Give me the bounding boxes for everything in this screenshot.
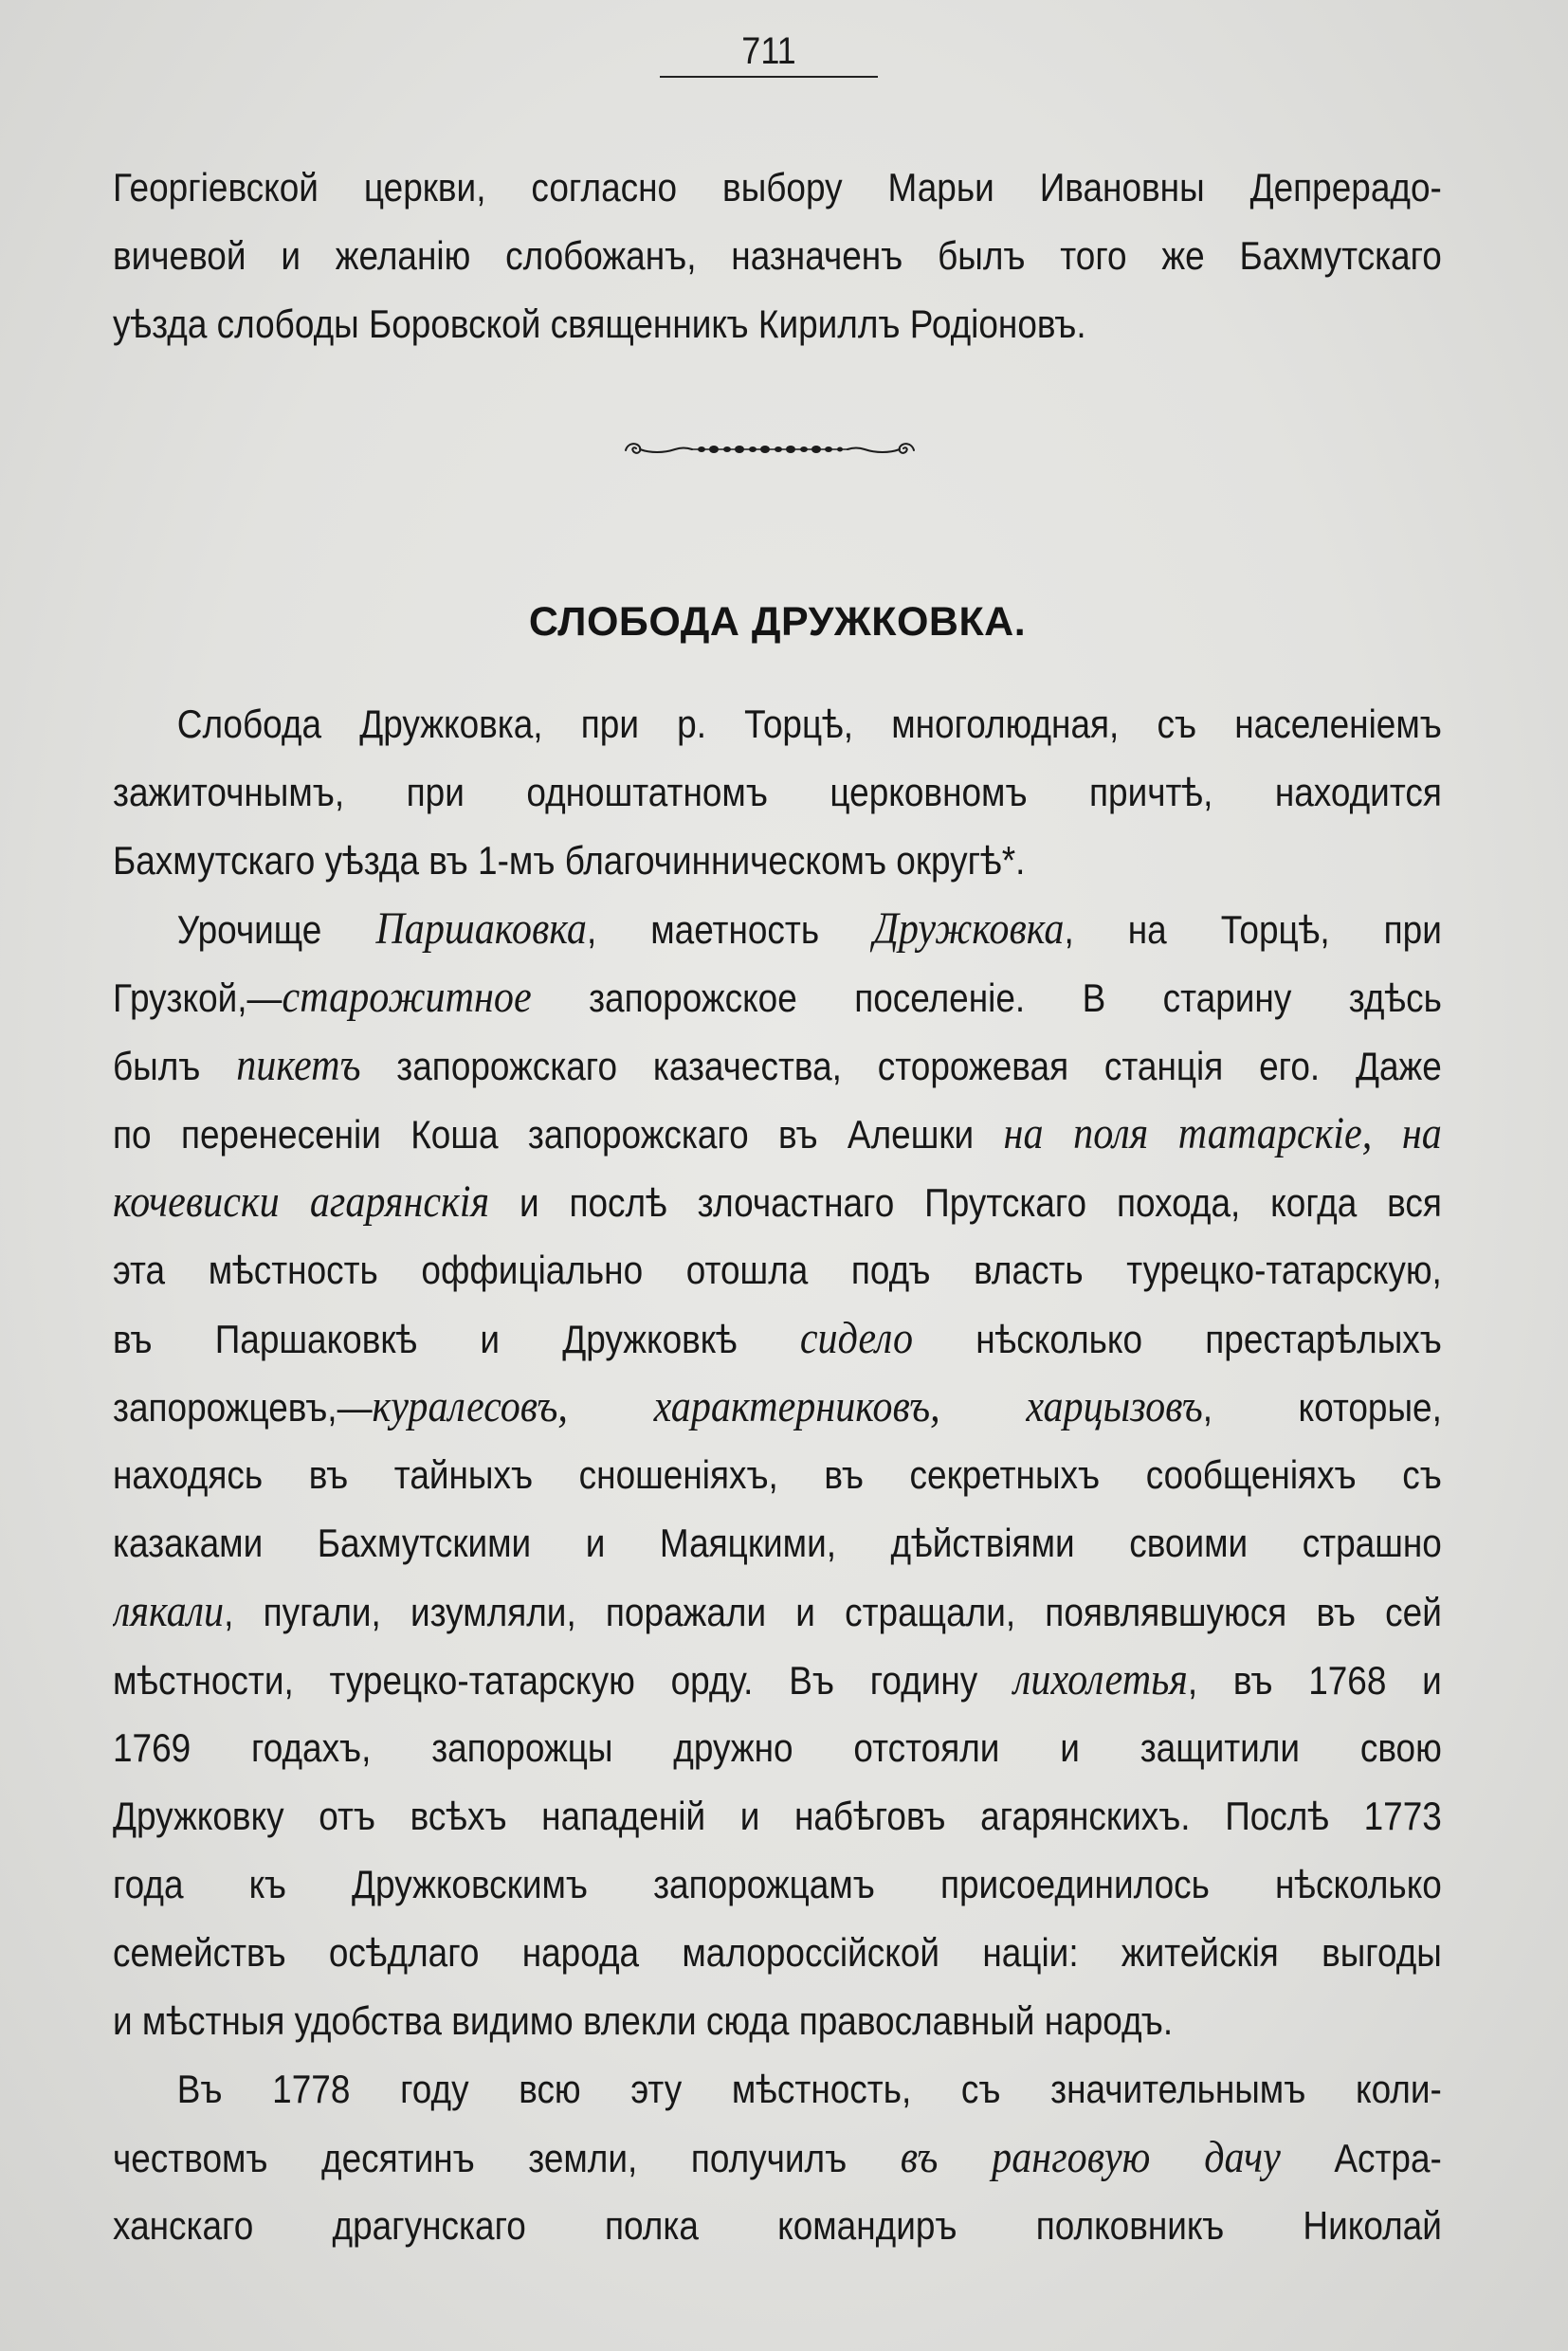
text-line	[113, 2123, 1442, 2192]
italic-text: лякали	[113, 1586, 225, 1636]
text-line	[113, 1031, 1442, 1100]
text-line	[113, 154, 1442, 222]
text-segment: въ Паршаковкѣ и Дружковкѣ	[113, 1317, 800, 1361]
italic-text: кочевиски агарянскія	[113, 1176, 490, 1227]
section-heading: СЛОБОДА ДРУЖКОВКА.	[528, 599, 1027, 645]
text-segment: запорожцевъ,—	[113, 1385, 373, 1430]
text-segment: Урочище	[176, 907, 376, 952]
text-segment: семействъ осѣдлаго народа малороссійской націи: житейскія выгоды	[113, 1930, 1442, 1975]
text-segment: ханскаго драгунскаго полка командиръ полковникъ Николай	[113, 2203, 1442, 2248]
text-segment: чествомъ десятинъ земли, получилъ	[113, 2136, 901, 2180]
continuation-paragraph	[113, 154, 1442, 358]
text-segment: , которые,	[1202, 1385, 1442, 1430]
text-line	[113, 1236, 1442, 1304]
text-line	[113, 2055, 1442, 2123]
text-line	[113, 1782, 1442, 1850]
text-segment: Въ 1778 году всю эту мѣстность, съ значительнымъ коли-	[176, 2067, 1442, 2111]
italic-text: лихолетья	[1013, 1654, 1188, 1704]
text-line	[113, 1577, 1442, 1646]
text-segment: , маетность	[586, 907, 874, 952]
text-segment: уѣзда слободы Боровской священникъ Кириллъ Родіоновъ.	[113, 301, 1086, 346]
paragraph	[113, 2055, 1442, 2260]
italic-text: въ ранговую дачу	[900, 2132, 1281, 2182]
text-line	[113, 1304, 1442, 1373]
text-line	[113, 1441, 1442, 1509]
italic-text: сидело	[799, 1313, 914, 1363]
text-segment: вичевой и желанію слобожанъ, назначенъ былъ того же Бахмутскаго	[113, 233, 1442, 278]
section-body	[113, 690, 1442, 2260]
text-segment: казаками Бахмутскими и Маяцкими, дѣйствіями своими страшно	[113, 1521, 1442, 1565]
text-segment: , въ 1768 и	[1187, 1658, 1442, 1703]
text-segment: нѣсколько престарѣлыхъ	[913, 1317, 1442, 1361]
text-segment: 1769 годахъ, запорожцы дружно отстояли и защитили свою	[113, 1725, 1442, 1770]
ornament-divider-icon	[622, 437, 918, 462]
text-line	[113, 1987, 1442, 2055]
paragraph	[113, 690, 1442, 895]
text-segment: мѣстности, турецко-татарскую орду. Въ годину	[113, 1658, 1014, 1703]
text-segment: находясь въ тайныхъ сношеніяхъ, въ секретныхъ сообщеніяхъ съ	[113, 1452, 1442, 1497]
text-line	[113, 963, 1442, 1031]
text-line	[113, 290, 1442, 358]
text-line	[113, 1168, 1442, 1236]
italic-text: на поля татарскіе, на	[1003, 1108, 1442, 1158]
italic-text: Дружковка	[873, 903, 1065, 954]
text-segment: , пугали, изумляли, поражали и стращали, появлявшуюся въ сей	[224, 1590, 1442, 1634]
text-line	[113, 895, 1442, 963]
text-line	[113, 690, 1442, 758]
italic-text: пикетъ	[236, 1040, 361, 1090]
text-segment: зажиточнымъ, при одноштатномъ церковномъ причтѣ, находится	[113, 770, 1442, 814]
text-segment: запорожское поселеніе. В старину здѣсь	[531, 975, 1442, 1020]
page-number-rule	[660, 76, 878, 78]
text-segment: былъ	[113, 1044, 237, 1088]
text-segment: и мѣстныя удобства видимо влекли сюда православный народъ.	[113, 1998, 1174, 2043]
text-segment: запорожскаго казачества, сторожевая станція его. Даже	[360, 1044, 1442, 1088]
text-segment: по перенесеніи Коша запорожскаго въ Алешки	[113, 1112, 1004, 1157]
text-segment: Грузкой,—	[113, 975, 283, 1020]
text-line	[113, 758, 1442, 827]
italic-text: куралесовъ, характерниковъ, харцызовъ	[372, 1381, 1203, 1431]
text-segment: , на Торцѣ, при	[1064, 907, 1442, 952]
text-segment: года къ Дружковскимъ запорожцамъ присоединилось нѣсколько	[113, 1862, 1442, 1906]
text-line	[113, 1373, 1442, 1441]
text-line	[113, 1509, 1442, 1577]
text-segment: и послѣ злочастнаго Прутскаго похода, когда вся	[489, 1180, 1442, 1225]
text-line	[113, 1646, 1442, 1714]
text-segment: Дружковку отъ всѣхъ нападеній и набѣговъ агарянскихъ. Послѣ 1773	[113, 1794, 1442, 1838]
paragraph	[113, 895, 1442, 2055]
text-line	[113, 2192, 1442, 2260]
text-segment: эта мѣстность оффиціально отошла подъ власть турецко-татарскую,	[113, 1248, 1442, 1292]
text-segment: Георгіевской церкви, согласно выбору Марьи Ивановны Депрерадо-	[113, 165, 1442, 210]
text-segment: Бахмутскаго уѣзда въ 1-мъ благочинническомъ округѣ*.	[113, 838, 1026, 883]
page-number: 711	[741, 30, 796, 72]
text-line	[113, 1100, 1442, 1168]
text-line	[113, 222, 1442, 290]
text-segment: Астра-	[1280, 2136, 1442, 2180]
italic-text: старожитное	[282, 972, 532, 1022]
text-line	[113, 1714, 1442, 1782]
italic-text: Паршаковка	[375, 903, 587, 954]
text-line	[113, 1919, 1442, 1987]
text-line	[113, 827, 1442, 895]
text-segment: Слобода Дружковка, при р. Торцѣ, многолюдная, съ населеніемъ	[176, 702, 1442, 746]
text-line	[113, 1850, 1442, 1919]
